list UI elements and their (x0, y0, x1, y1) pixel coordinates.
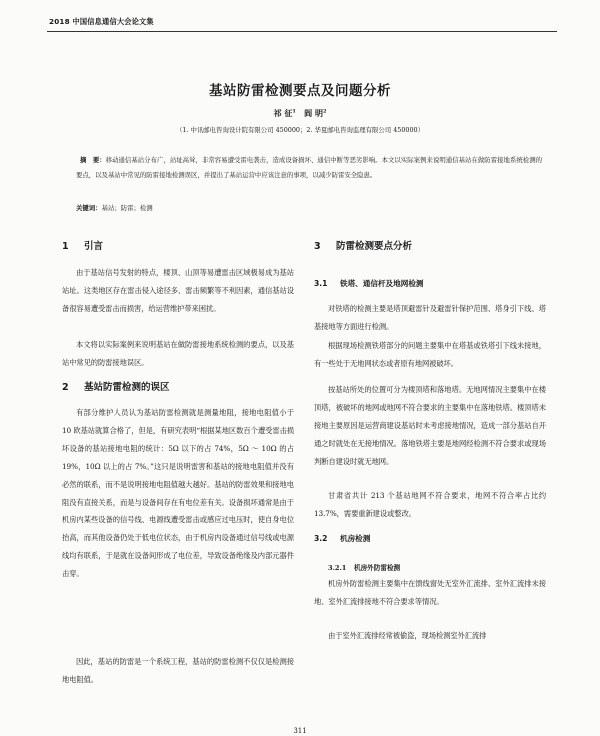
running-head: 2018 中国信息通信大会论文集 (49, 17, 154, 26)
subsubsection-heading-outdoor (328, 562, 560, 572)
paper-title: 基站防雷检测要点及问题分析 (209, 83, 391, 99)
paragraph: 按基站所处的位置可分为楼顶塔和落地塔。无地网情况主要集中在楼顶塔，被破坏的地网或地网不符合要求的主要集中在落地铁塔。楼顶塔未接地主要原因是运营商建设基站时未考虑接地情况，造成一部分基站自开通之时就处在无接地情况。落地铁塔主要是地网经检测不符合要求或现场判断自建设时就无地网。 (314, 385, 546, 466)
abstract (76, 153, 542, 183)
section-heading-misconceptions (62, 379, 294, 393)
section-heading-introduction (62, 238, 294, 252)
abstract-label: 摘 要： (80, 156, 106, 164)
section-title: 防雷检测要点分析 (336, 241, 413, 252)
page-number: 311 (293, 727, 307, 735)
author-affiliation-mark: 1 (292, 108, 296, 115)
paragraph: 由于基站信号发射的特点，楼顶、山顶等易遭雷击区域极易成为基站站址。这类地区存在雷击侵入途径多、雷击频繁等不利因素，通信基站设备很容易遭受雷击而损害，给运营维护带来困扰。 (62, 268, 294, 313)
subsection-title: 铁塔、通信杆及地网检测 (340, 279, 424, 288)
subsection-heading-room (314, 533, 546, 544)
paragraph: 本文将以实际案例来说明基站在做防雷接地系统检测的要点，以及基站中常见的防雷接地误区。 (62, 340, 294, 367)
subsubsection-title: 机房外防雷检测 (354, 564, 401, 572)
section-number: 2 (62, 382, 69, 393)
section-title: 基站防雷检测的误区 (84, 382, 170, 393)
abstract-text: 移动通信基站分布广，站址高耸，非常容易遭受雷电袭击，造成设备损坏、通信中断等恶劣影响。本文以实际案例来说明通信基站在做防雷接地系统检测的要点，以及基站中常见的防雷接地检测误区，并提出了基站运营中应该注意的事项，以减少防雷安全隐患。 (76, 156, 543, 179)
author-affiliation-mark: 2 (322, 108, 327, 115)
header-rule (47, 31, 557, 32)
section-number: 3 (314, 241, 321, 252)
section-number: 1 (62, 241, 69, 252)
paragraph: 甘肃省共计 213 个基站地网不符合要求，地网不符合率占比约 13.7%，需要重新建设或整改。 (314, 491, 546, 518)
section-title: 引言 (84, 241, 104, 252)
subsubsection-number: 3.2.1 (328, 564, 347, 572)
paragraph: 对铁塔的检测主要是塔顶避雷针及避雷针保护范围、塔身引下线、塔基接地等方面进行检测。 (314, 304, 546, 331)
paragraph: 有部分维护人员认为基站防雷检测就是测量地阻，接地电阻值小于 10 欧基站就算合格了，但是，有研究表明“根据某地区数百个遭受雷击损坏设备的基站接地电阻的统计：5Ω 以下的占 74%，5Ω ～ 10Ω 的占 19%，10Ω 以上的占 7%。”这只是说明雷害和基站的接地电阻值并没有必然的联系，而不是说明接地电阻值越大越好。基站的防雷效果和接地电阻没有直接关系，而是与设备间存在有电位差有关。设备损坏通常是由于机房内某些设备的信号线、电源线遭受雷击或感应过电压时，使自身电位抬高，而其他设备仍处于低电位状态，由于机房内设备通过信号线或电源线均有联系，于是就在设备间形成了电位差，导致设备绝缘及内部元器件击穿。 (62, 408, 294, 579)
keywords-label: 关键词： (76, 204, 102, 212)
paragraph: 机房外防雷检测主要集中在馈线窗处无室外汇流排、室外汇流排未接地、室外汇流排接地不符合要求等情况。 (314, 579, 546, 606)
authors-line (0, 108, 600, 119)
subsection-number: 3.2 (314, 534, 328, 543)
subsection-number: 3.1 (314, 279, 328, 288)
keywords (76, 203, 153, 212)
subsection-title: 机房检测 (340, 534, 371, 543)
paragraph: 因此，基站的防雷是一个系统工程，基站的防雷检测不仅仅是检测接地电阻值。 (62, 657, 294, 684)
paragraph: 根据现场检测铁塔部分的问题主要集中在塔基或铁塔引下线未接地，有一些处于无地网状态或者原有地网被破坏。 (314, 341, 546, 368)
paragraph: 由于室外汇流排经常被偷盗，现场检测室外汇流排 (328, 631, 487, 640)
affiliations: （1. 中讯邮电咨询设计院有限公司 450000；2. 华夏邮电咨询监理有限公司 450000） (175, 126, 425, 134)
author-name: 阎 明 (304, 108, 323, 118)
keywords-text: 基站；防雷；检测 (101, 204, 153, 212)
author-name: 祁 征 (273, 108, 293, 118)
section-heading-key-points (314, 238, 546, 252)
subsection-heading-tower (314, 278, 546, 289)
